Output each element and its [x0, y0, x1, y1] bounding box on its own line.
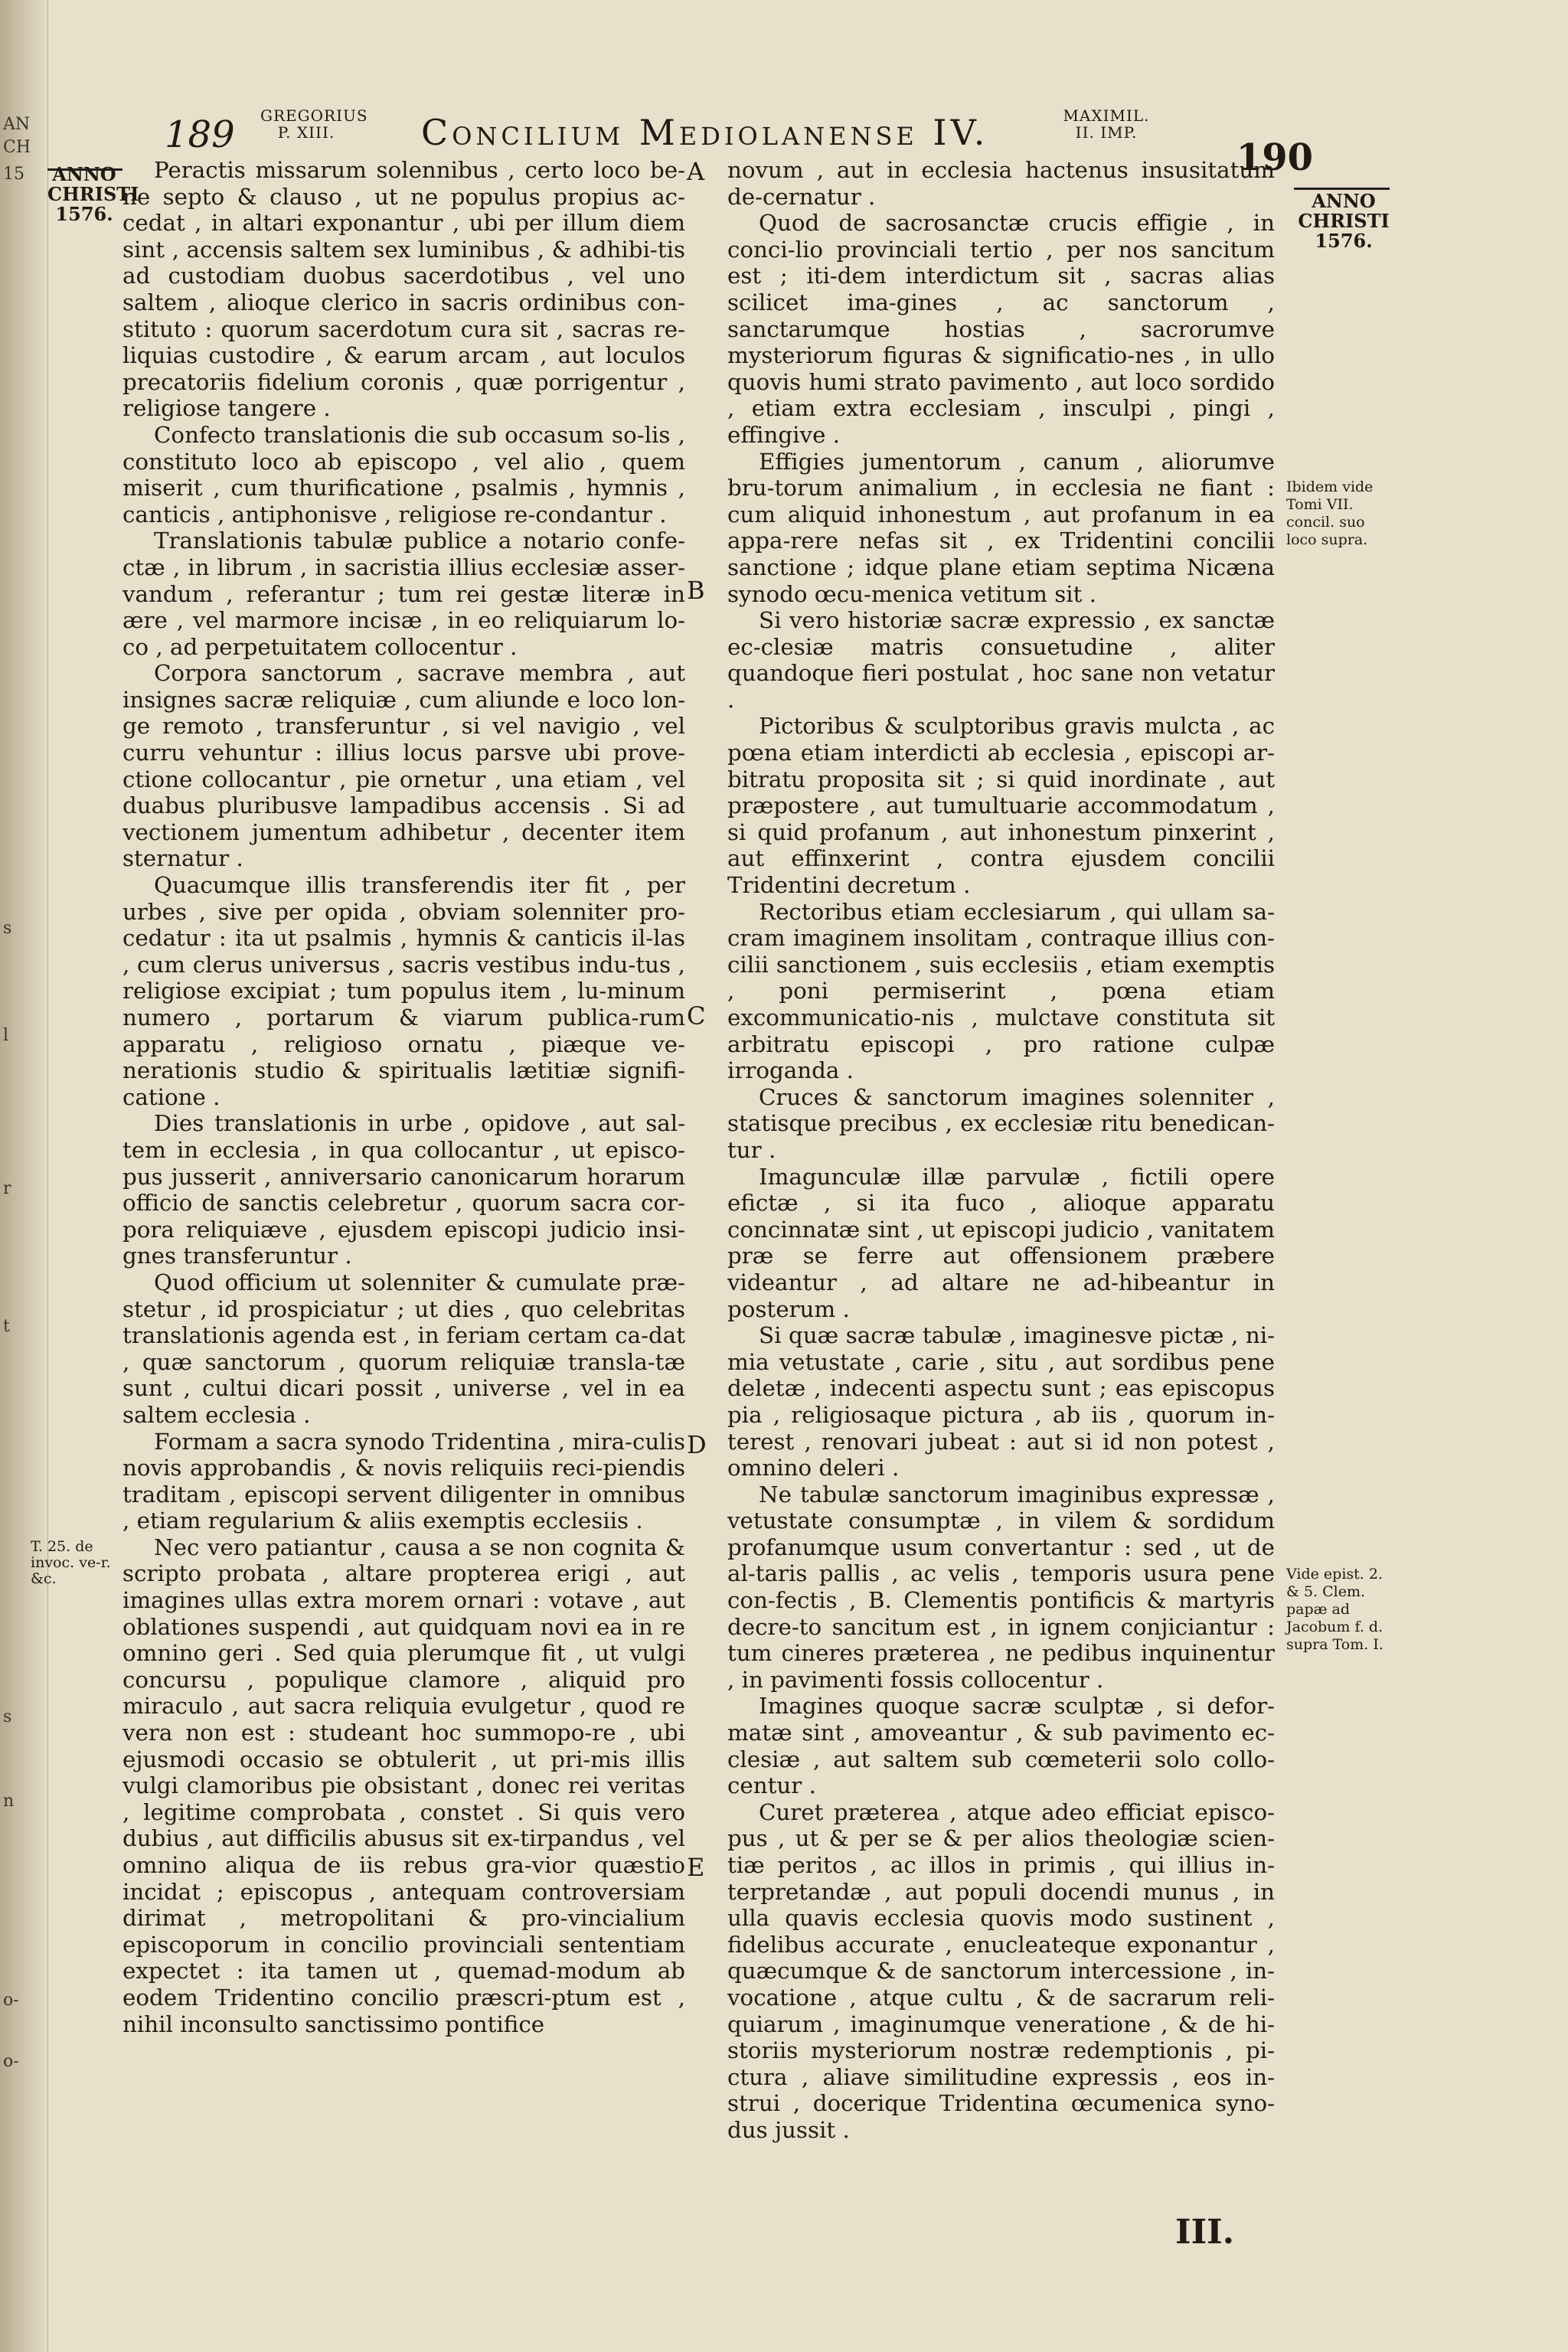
margin-note-left: T. 25. de invoc. ve-r. &c. [31, 1538, 111, 1587]
text-column-right [727, 157, 1275, 2144]
page-number-right: 190 [1236, 136, 1313, 179]
section-letter: C [687, 1001, 706, 1031]
paragraph: Si vero historiæ sacræ expressio , ex sanctæ ec-clesiæ matris consuetudine , aliter quandoque fieri postulat , hoc sane non vetatur . [727, 607, 1275, 713]
running-head-pope: GREGORIUS P. XIII. [260, 106, 368, 142]
margin-note-right-1: Ibidem vide Tomi VII. concil. suo loco supra. [1286, 479, 1374, 548]
paragraph: Imagines quoque sacræ sculptæ , si defor-matæ sint , amoveantur , & sub pavimento ec-clesiæ , aut saltem sub cœmeterii solo collo-centur . [727, 1693, 1275, 1799]
anno-christi-right: ANNO CHRISTI 1576. [1298, 190, 1390, 252]
paragraph: Cruces & sanctorum imagines solenniter , statisque precibus , ex ecclesiæ ritu benedican-tur . [727, 1083, 1275, 1163]
section-letter: A [687, 157, 705, 186]
paragraph: Quacumque illis transferendis iter fit , per urbes , sive per opida , obviam solenniter pro-cedatur : ita ut psalmis , hymnis & canticis il-las , cum clerus universus , sacris vestibus indu-tus , religiose excipiat ; tum populus item , lu-minum numero , portarum & viarum publica-rum apparatu , religioso ornatu , piæque ve-nerationis studio & spiritualis lætitiæ signifi-catione . [122, 872, 685, 1110]
paragraph: novum , aut in ecclesia hactenus insusitatum de-cernatur . [727, 157, 1275, 210]
paragraph: Ne tabulæ sanctorum imaginibus expressæ , vetustate consumptæ , in vilem & sordidum profanumque usum convertantur : sed , ut de al-taris pallis , ac velis , temporis usura pene con-fectis , B. Clementis pontificis & martyris decre-to sancitum est , in ignem conjiciantur : tum cineres præterea , ne pedibus inquinentur , in pavimenti fossis collocentur . [727, 1481, 1275, 1693]
paragraph: Quod officium ut solenniter & cumulate præ-stetur , id prospiciatur ; ut dies , quo celebritas translationis agenda est , in feriam certam ca-dat , quæ sanctorum , quorum reliquiæ transla-tæ sunt , cultui dicari possit , universe , vel in ea saltem ecclesia . [122, 1269, 685, 1428]
section-letter: D [687, 1430, 707, 1459]
paragraph: Quod de sacrosanctæ crucis effigie , in conci-lio provinciali tertio , per nos sancitum est ; iti-dem interdictum sit , sacras alias scilicet ima-gines , ac sanctorum , sanctarumque hostias , sacrorumve mysteriorum figuras & significatio-nes , in ullo quovis humi strato pavimento , aut loco sordido , etiam extra ecclesiam , insculpi , pingi , effingive . [727, 210, 1275, 448]
paragraph: Effigies jumentorum , canum , aliorumve bru-torum animalium , in ecclesia ne fiant : cum aliquid inhonestum , aut profanum in ea appa-rere nefas sit , ex Tridentini concilii sanctione ; idque plane etiam septima Nicæna synodo œcu-menica vetitum sit . [727, 448, 1275, 607]
paragraph: Formam a sacra synodo Tridentina , mira-culis novis approbandis , & novis reliquiis reci-piendis traditam , episcopi servent diligenter in omnibus , etiam regularium & aliis exemptis ecclesiis . [122, 1428, 685, 1534]
running-head-emperor: MAXIMIL. II. IMP. [1063, 106, 1150, 142]
margin-note-right-2: Vide epist. 2. & 5. Clem. papæ ad Jacobum f. d. supra Tom. I. [1286, 1566, 1383, 1653]
section-letter: B [687, 576, 705, 605]
paragraph: Curet præterea , atque adeo efficiat episco-pus , ut & per se & per alios theologiæ scien-tiæ peritos , ac illos in primis , qui illius in-terpretandæ , aut populi docendi munus , in ulla quavis ecclesia quovis modo sustinent , fidelibus accurate , enucleateque exponantur , quæcumque & de sanctorum intercessione , in-vocatione , atque cultu , & de sacrarum reli-quiarum , imaginumque veneratione , & de hi-storiis mysteriorum nostræ redemptionis , pi-ctura , aliave similitudine expressis , eos in-strui , docerique Tridentina œcumenica syno-dus jussit . [727, 1798, 1275, 2143]
paragraph: Confecto translationis die sub occasum so-lis , constituto loco ab episcopo , vel alio , quem miserit , cum thurificatione , psalmis , hymnis , canticis , antiphonisve , religiose re-condantur . [122, 421, 685, 528]
catchword: III. [1175, 2213, 1235, 2252]
paragraph: Imagunculæ illæ parvulæ , fictili opere efictæ , si ita fuco , alioque apparatu concinnatæ sint , ut episcopi judicio , vanitatem præ se ferre aut offensionem præbere videantur , ad altare ne ad-hibeantur in posterum . [727, 1163, 1275, 1322]
paragraph: Pictoribus & sculptoribus gravis mulcta , ac pœna etiam interdicti ab ecclesia , episcopi ar-bitratu proposita sit ; si quid inordinate , aut præpostere , aut tumultuarie accommodatum , si quid profanum , aut inhonestum pinxerint , aut effinxerint , contra ejusdem concilii Tridentini decretum . [727, 713, 1275, 899]
paragraph: Translationis tabulæ publice a notario confe-ctæ , in librum , in sacristia illius ecclesiæ asser-vandum , referantur ; tum rei gestæ literæ in ære , vel marmore incisæ , in eo reliquiarum lo-co , ad perpetuitatem collocentur . [122, 528, 685, 660]
paragraph: Si quæ sacræ tabulæ , imaginesve pictæ , ni-mia vetustate , carie , situ , aut sordibus pene deletæ , indecenti aspectu sunt ; eas episcopus pia , religiosaque pictura , ab iis , quorum in-terest , renovari jubeat : aut si id non potest , omnino deleri . [727, 1322, 1275, 1481]
text-column-left [122, 157, 685, 2037]
anno-christi-left: ANNO CHRISTI 1576. [47, 163, 139, 225]
paragraph: Corpora sanctorum , sacrave membra , aut insignes sacræ reliquiæ , cum aliunde e loco lon-ge remoto , transferuntur , si vel navigio , vel curru vehuntur : illius locus parsve ubi prove-ctione collocantur , pie ornetur , una etiam , vel duabus pluribusve lampadibus accensis . Si ad vectionem jumentum adhibetur , decenter item sternatur . [122, 660, 685, 872]
page-number-left: 189 [165, 113, 235, 156]
previous-page-edge: AN CH 15 s l r t s n o- o- [0, 0, 48, 2352]
paragraph: Nec vero patiantur , causa a se non cognita & scripto probata , altare propterea erigi , aut imagines ullas extra morem ornari : votave , aut oblationes suspendi , aut quidquam novi ea in re omnino geri . Sed quia plerumque fit , ut vulgi concursu , populique clamore , aliquid pro miraculo , aut sacra reliquia evulgetur , quod re vera non est : studeant hoc summopo-re , ubi ejusmodi occasio se obtulerit , ut pri-mis illis vulgi clamoribus pie obsistant , donec rei veritas , legitime comprobata , constet . Si quis vero dubius , aut difficilis abusus sit ex-tirpandus , vel omnino aliqua de iis rebus gra-vior quæstio incidat ; episcopus , antequam controversiam dirimat , metropolitani & pro-vincialium episcoporum in concilio provinciali sententiam expectet : ita tamen ut , quemad-modum ab eodem Tridentino concilio præscri-ptum est , nihil inconsulto sanctissimo pontifice [122, 1534, 685, 2037]
paragraph: Dies translationis in urbe , opidove , aut sal-tem in ecclesia , in qua collocantur , ut episco-pus jusserit , anniversario canonicarum horarum officio de sanctis celebretur , quorum sacra cor-pora reliquiæve , ejusdem episcopi judicio insi-gnes transferuntur . [122, 1110, 685, 1269]
paragraph: Peractis missarum solennibus , certo loco be-ne septo & clauso , ut ne populus propius ac-cedat , in altari exponantur , ubi per illum diem sint , accensis saltem sex luminibus , & adhibi-tis ad custodiam duobus sacerdotibus , vel uno saltem , alioque clerico in sacris ordinibus con-stituto : quorum sacerdotum cura sit , sacras re-liquias custodire , & earum arcam , aut loculos precatoriis fidelium coronis , quæ porrigentur , religiose tangere . [122, 157, 685, 422]
page-title: Concilium Mediolanense IV. [421, 112, 989, 153]
paragraph: Rectoribus etiam ecclesiarum , qui ullam sa-cram imaginem insolitam , contraque illius con-cilii sanctionem , suis ecclesiis , etiam exemptis , poni permiserint , pœna etiam excommunicatio-nis , mulctave constituta sit arbitratu episcopi , pro ratione culpæ irroganda . [727, 898, 1275, 1084]
section-letter: E [687, 1853, 705, 1882]
